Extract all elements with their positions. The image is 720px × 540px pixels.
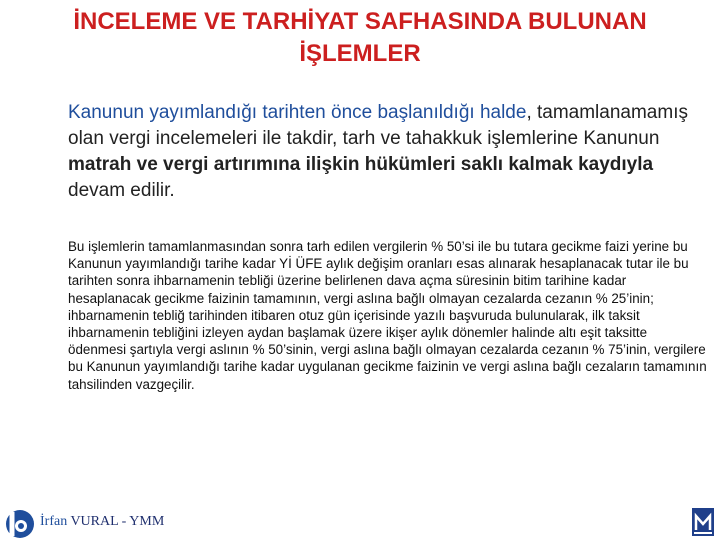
footer-author [40, 514, 164, 530]
page-title [0, 6, 720, 70]
lead-bold-text: matrah ve vergi artırımına ilişkin hükümleri saklı kalmak kaydıyla [68, 154, 654, 175]
lead-text: , tamamlanamamış olan vergi incelemeleri ile takdir, tarh ve tahakkuk işlemlerine Kanunun [68, 102, 688, 149]
footer-first-name: İrfan [40, 514, 68, 529]
body-paragraph: Bu işlemlerin tamamlanmasından sonra tarh edilen vergilerin % 50’si ile bu tutara gecikme faizi yerine bu Kanunun yayımlandığı tarihe kadar Yİ ÜFE aylık değişim oranları esas alınarak hesaplanacak tutar ile bu tarihten sonra ihbarnamenin tebliği üzerine belirlenen dava açma süresinin bitim tarihine kadar hesaplanacak gecikme faizinin tamamının, vergi aslına bağlı olmayan cezalarda cezanın % 25’inin; ihbarnamenin tebliğ tarihinden itibaren otuz gün içerisinde yazılı başvuruda bulunularak, ilk taksit ihbarnamenin tebliğini izleyen aydan başlamak üzere ikişer aylık dönemler halinde altı eşit taksitte ödenmesi şartıyla vergi aslının % 50’sinin, vergi aslına bağlı olmayan cezalarda cezanın % 75’inin, vergilere bu Kanunun yayımlandığı tarihe kadar uygulanan gecikme faizinin ve vergi aslına bağlı cezaların tamamının tahsilinden vazgeçilir. [68, 239, 707, 392]
lead-highlight: Kanunun yayımlandığı tarihten önce başlanıldığı halde [68, 102, 527, 123]
footer-rest: VURAL - YMM [67, 514, 165, 529]
circle-b-logo-icon [4, 506, 36, 540]
lead-ending: devam edilir. [68, 180, 175, 201]
page-title-line2: İŞLEMLER [299, 40, 421, 67]
page-title-line1: İNCELEME VE TARHİYAT SAFHASINDA BULUNAN [73, 8, 647, 35]
lead-paragraph [68, 100, 688, 204]
m-logo-icon [692, 508, 714, 536]
